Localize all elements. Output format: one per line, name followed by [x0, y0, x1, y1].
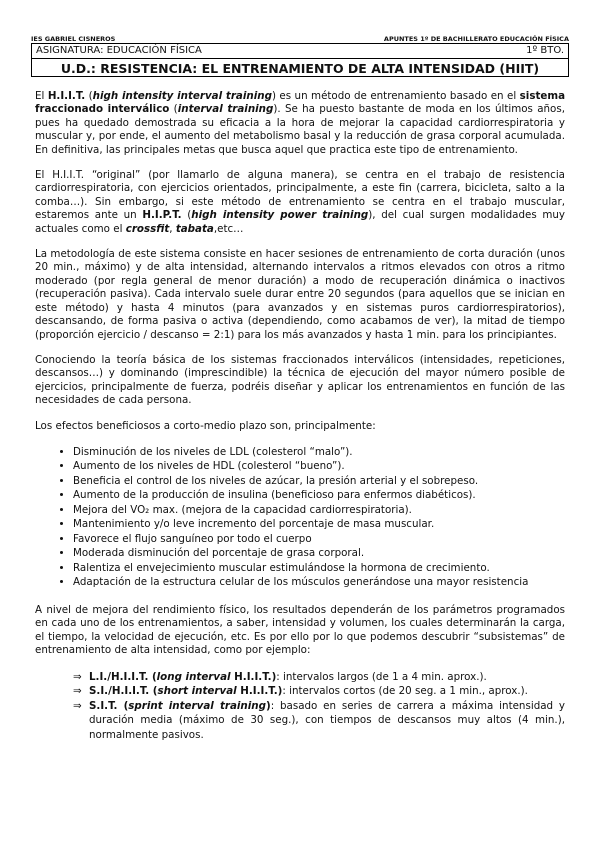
list-item: ⇒ S.I./H.I.I.T. (short interval H.I.I.T.): intervalos cortos (de 20 seg. a 1 min., aprox.). — [73, 685, 528, 698]
list-item: ⇒ L.I./H.I.I.T. (long interval H.I.I.T.): intervalos largos (de 1 a 4 min. aprox.). — [73, 670, 487, 683]
subsystems-list — [35, 670, 565, 743]
list-item: • Favorece el flujo sanguíneo por todo el cuerpo — [73, 532, 565, 547]
list-item: • Mejora del VO₂ max. (mejora de la capacidad cardiorrespiratoria). — [73, 503, 565, 518]
header-row — [32, 44, 568, 59]
list-item: • Adaptación de la estructura celular de los músculos generándose una mayor resistencia — [73, 575, 565, 590]
subject-label: ASIGNATURA: EDUCACIÓN FÍSICA — [36, 45, 202, 56]
effects-list — [35, 445, 565, 590]
paragraph-subsystems-intro: A nivel de mejora del rendimiento físico, los resultados dependerán de los parámetros programados en cada uno de los entrenamientos, a saber, intensidad y volumen, los cuales determinarán la carga, el tiempo, la velocidad de ejecución, etc. Es por ello por lo que podemos descubrir “subsistemas” de entrenamiento de alta intensidad, como por ejemplo: — [35, 603, 565, 657]
notes-label: APUNTES 1º DE BACHILLERATO EDUCACIÓN FÍSICA — [383, 35, 569, 43]
paragraph-intro: El H.I.I.T. (high intensity interval training) es un método de entrenamiento basado en el sistema fraccionado interválico (interval training). Se ha puesto bastante de moda en los últimos años, pues ha quedado demostrada su eficacia a la hora de mejorar la capacidad cardiorrespiratoria y muscular y, por ende, el aumento del metabolismo basal y la reducción de grasa corporal acumulada. En definitiva, las principales metas que busca aquel que practica este tipo de entrenamiento. — [35, 90, 566, 156]
school-name: IES GABRIEL CISNEROS — [31, 35, 116, 43]
list-item: • Beneficia el control de los niveles de azúcar, la presión arterial y el sobrepeso. — [73, 474, 565, 489]
arrow-icon: ⇒ — [73, 670, 82, 683]
paragraph-methodology: La metodología de este sistema consiste en hacer sesiones de entrenamiento de corta duración (unos 20 min., máximo) y de alta intensidad, alternando intervalos a ritmos elevados con otros a ritmo moderado (por regla general de menor duración) a modo de recuperación dinámica o inactivos (recuperación pasiva). Cada intervalo suele durar entre 20 segundos (para aquellos que se inician en este método) y hasta 4 minutos (para avanzados y en sistemas puros cardiorrespiratorios), descansando, de forma pasiva o activa (dependiendo, como acabamos de ver), la mitad de tiempo (proporción ejercicio / descanso = 2:1) para los más avanzados y hasta 1 min. para los principiantes. — [35, 248, 565, 341]
header-box — [31, 43, 569, 77]
page-title: U.D.: RESISTENCIA: EL ENTRENAMIENTO DE ALTA INTENSIDAD (HIIT) — [60, 61, 540, 76]
arrow-icon: ⇒ — [73, 685, 82, 698]
list-item: • Ralentiza el envejecimiento muscular estimulándose la hormona de crecimiento. — [73, 561, 565, 576]
paragraph-hipt: El H.I.I.T. “original” (por llamarlo de alguna manera), se centra en el trabajo de resistencia cardiorrespiratoria, con ejercicios orientados, principalmente, a este fin (carrera, bicicleta, salto a la comba…). Sin embargo, si este método de entrenamiento se centra en el trabajo muscular, estaremos ante un H.I.P.T. (high intensity power training), del cual surgen modalidades muy actuales como el crossfit, tabata,etc… — [35, 169, 566, 235]
list-item: • Aumento de la producción de insulina (beneficioso para enfermos diabéticos). — [73, 488, 565, 503]
running-header — [31, 35, 569, 43]
list-item: • Disminución de los niveles de LDL (colesterol “malo”). — [73, 445, 565, 460]
document-body — [35, 90, 565, 756]
paragraph-effects-intro: Los efectos beneficiosos a corto-medio plazo son, principalmente: — [35, 419, 376, 432]
list-item: • Moderada disminución del porcentaje de grasa corporal. — [73, 546, 565, 561]
list-item: • Mantenimiento y/o leve incremento del porcentaje de masa muscular. — [73, 517, 565, 532]
paragraph-theory: Conociendo la teoría básica de los sistemas fraccionados interválicos (intensidades, repeticiones, descansos…) y dominando (imprescindible) la técnica de ejecución del mayor número posible de ejercicios, principalmente de fuerza, podréis diseñar y aplicar los entrenamientos en función de las necesidades de cada persona. — [35, 353, 565, 407]
course-label: 1º BTO. — [526, 45, 564, 56]
arrow-icon: ⇒ — [73, 699, 82, 712]
list-item: • Aumento de los niveles de HDL (colesterol “bueno”). — [73, 459, 565, 474]
list-item: ⇒ S.I.T. (sprint interval training): basado en series de carrera a máxima intensidad y duración media (máximo de 30 seg.), con tiempos de descansos muy altos (4 min.), normalmente pasivos. — [73, 699, 565, 741]
